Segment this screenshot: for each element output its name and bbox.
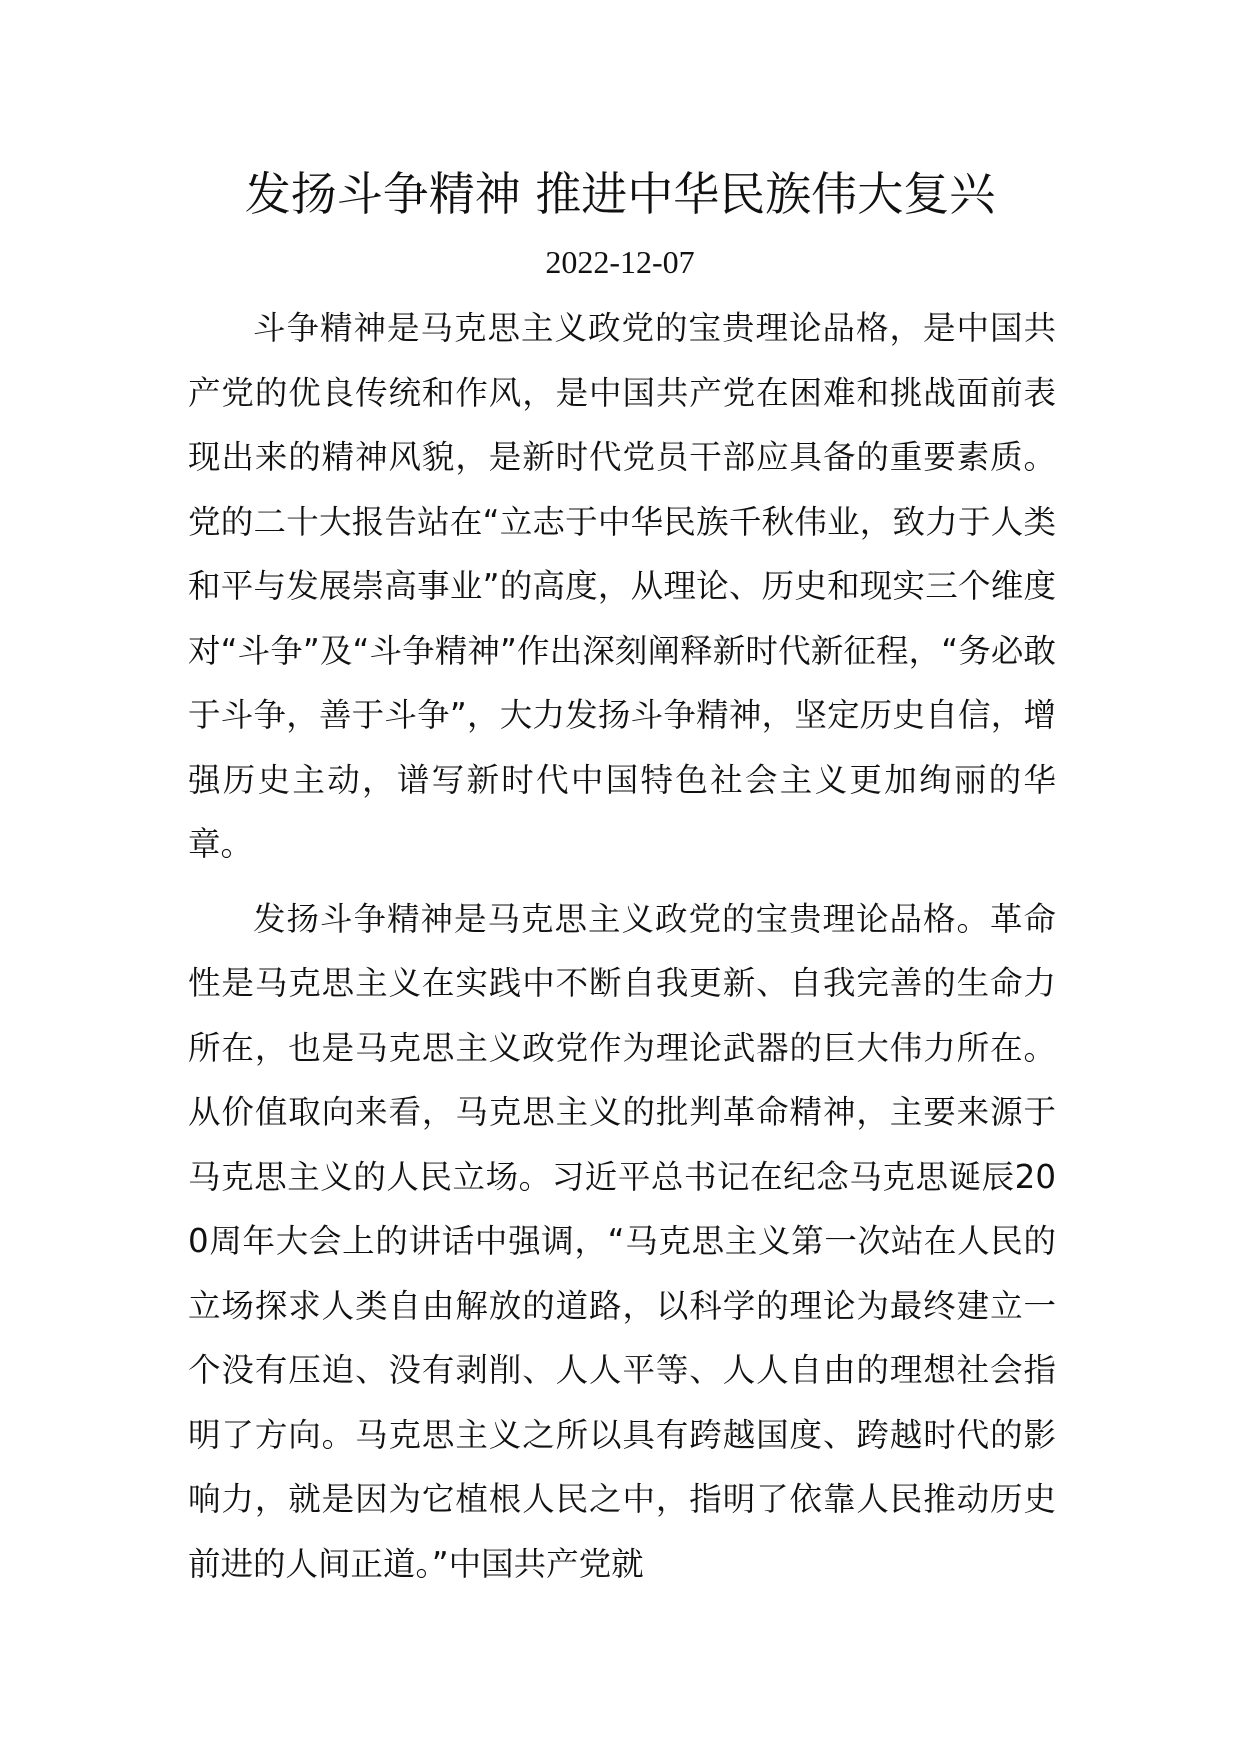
paragraph: 发扬斗争精神是马克思主义政党的宝贵理论品格。革命性是马克思主义在实践中不断自我更新、自我完善的生命力所在，也是马克思主义政党作为理论武器的巨大伟力所在。从价值取向来看，马克思主义的批判革命精神，主要来源于马克思主义的人民立场。习近平总书记在纪念马克思诞辰200周年大会上的讲话中强调，“马克思主义第一次站在人民的立场探求人类自由解放的道路，以科学的理论为最终建立一个没有压迫、没有剥削、人人平等、人人自由的理想社会指明了方向。马克思主义之所以具有跨越国度、跨越时代的影响力，就是因为它植根人民之中，指明了依靠人民推动历史前进的人间正道。”中国共产党就 (188, 899, 1056, 1583)
document-title: 发扬斗争精神 推进中华民族伟大复兴 (244, 167, 996, 221)
document-body (188, 296, 1056, 1606)
document-date: 2022-12-07 (545, 244, 695, 280)
paragraph: 斗争精神是马克思主义政党的宝贵理论品格，是中国共产党的优良传统和作风，是中国共产党在困难和挑战面前表现出来的精神风貌，是新时代党员干部应具备的重要素质。党的二十大报告站在“立志于中华民族千秋伟业，致力于人类和平与发展崇高事业”的高度，从理论、历史和现实三个维度对“斗争”及“斗争精神”作出深刻阐释新时代新征程，“务必敢于斗争，善于斗争”，大力发扬斗争精神，坚定历史自信，增强历史主动，谱写新时代中国特色社会主义更加绚丽的华章。 (188, 309, 1056, 863)
